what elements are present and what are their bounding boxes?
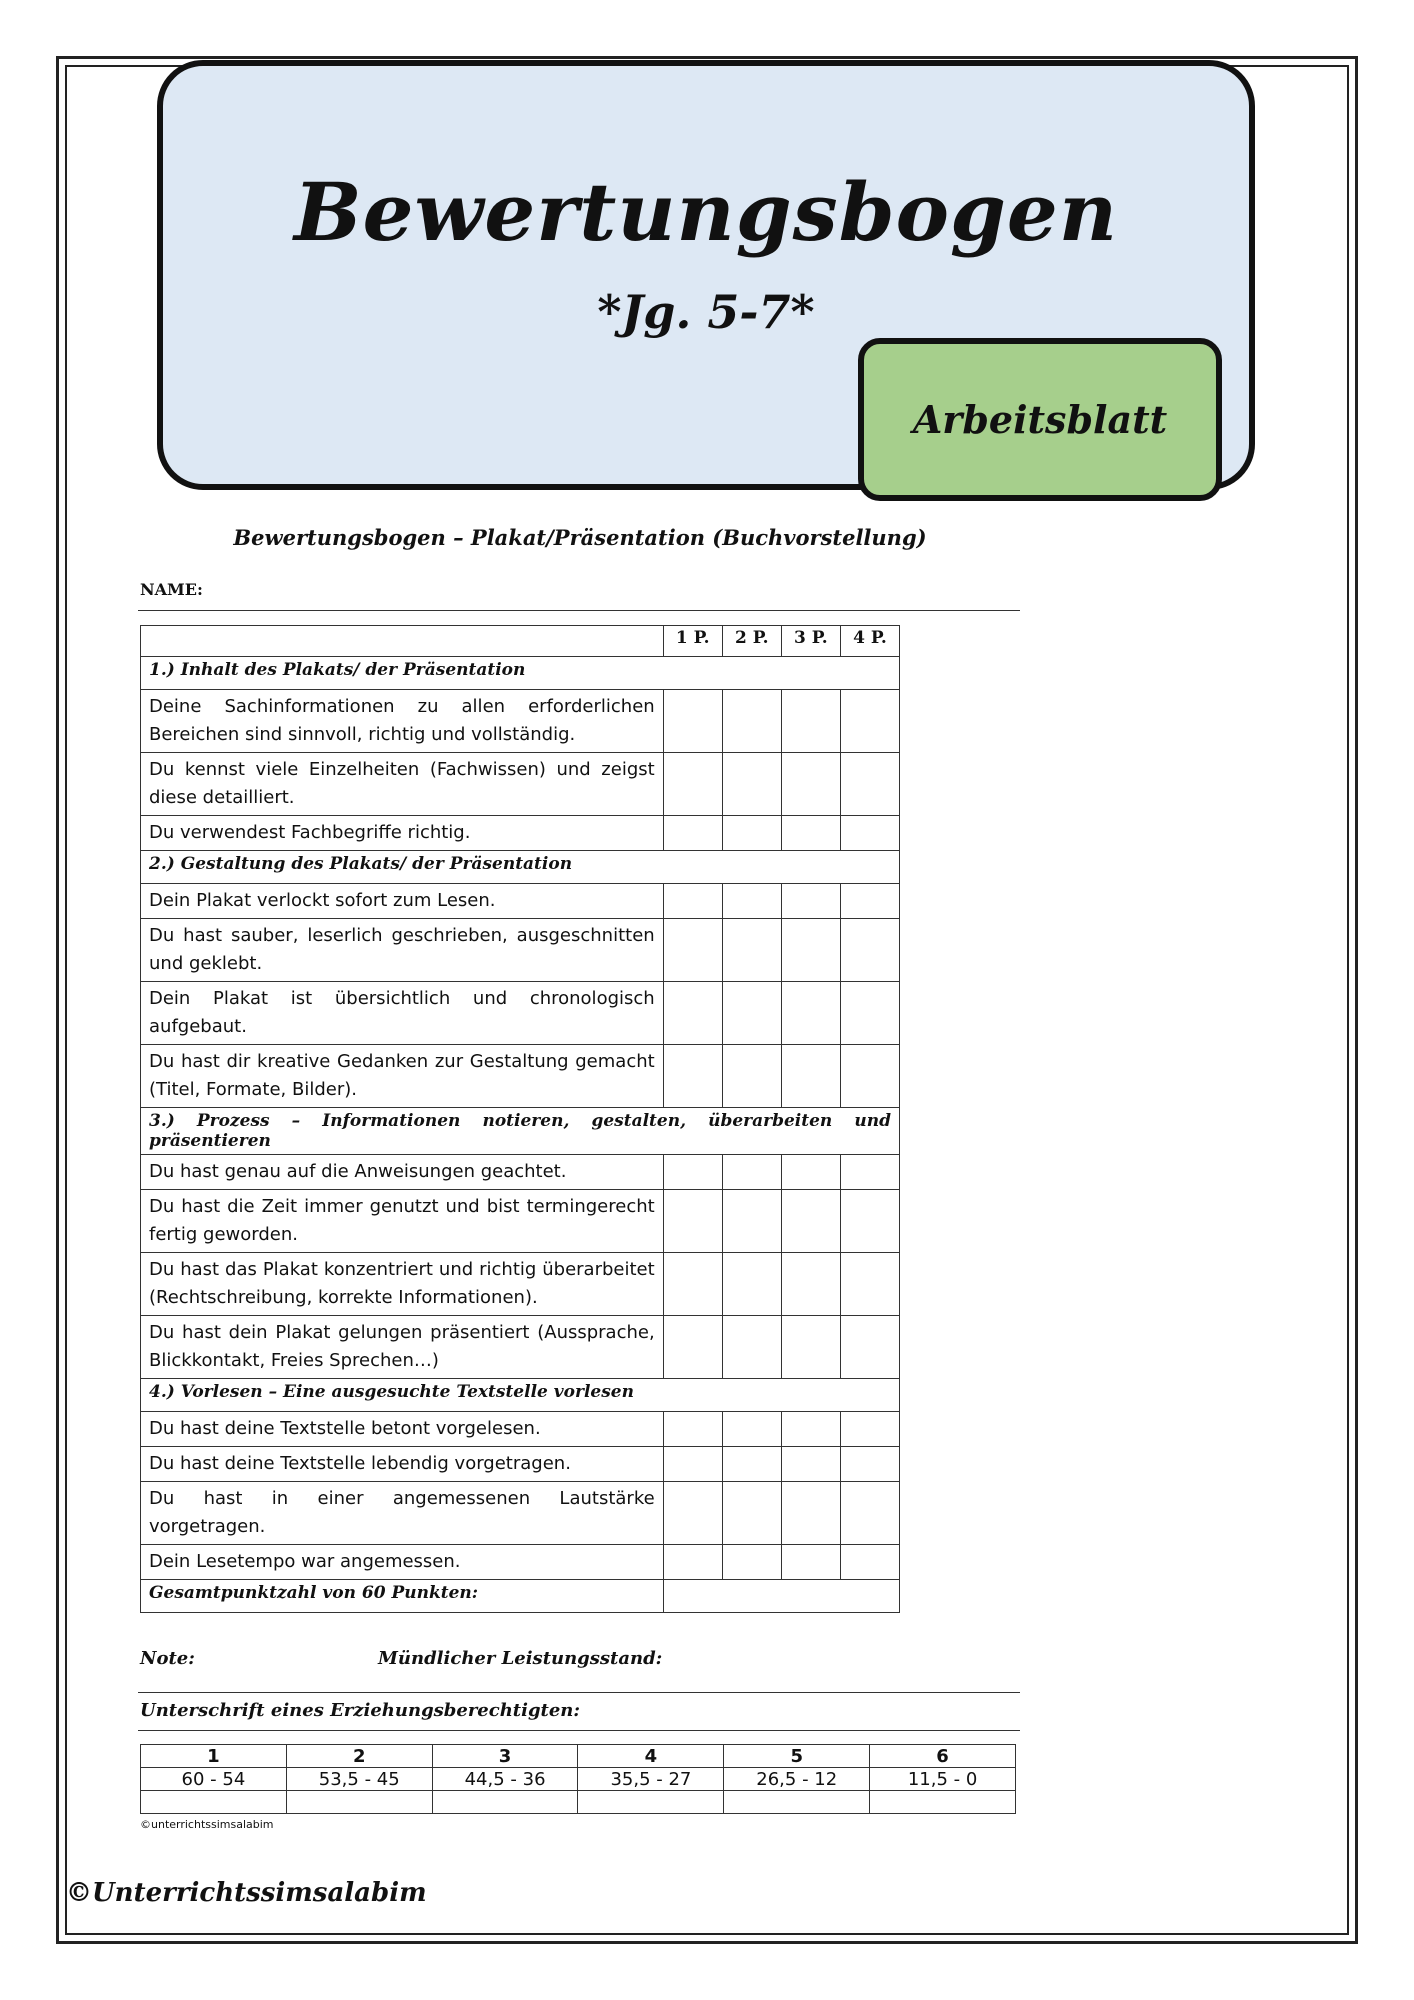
range-cell: 44,5 - 36 [432,1768,578,1791]
score-cell[interactable] [663,690,722,753]
table-header-row [141,626,900,657]
table-row [141,1482,900,1545]
score-cell[interactable] [663,1412,722,1447]
score-cell[interactable] [722,982,781,1045]
criterion-text: Du hast sauber, leserlich geschrieben, ausgeschnitten und geklebt. [141,919,664,982]
score-cell[interactable] [781,690,840,753]
score-cell[interactable] [722,1045,781,1108]
score-cell[interactable] [663,919,722,982]
worksheet-title: Bewertungsbogen – Plakat/Präsentation (Buchvorstellung) [233,525,927,550]
score-cell[interactable] [663,982,722,1045]
signature-line [138,1730,1020,1731]
table-row [141,1190,900,1253]
criterion-text: Du hast die Zeit immer genutzt und bist termingerecht fertig geworden. [141,1190,664,1253]
grade-level-subtitle: *Jg. 5-7* [597,285,815,339]
table-row [141,1545,900,1580]
score-cell[interactable] [663,1482,722,1545]
table-row [141,1447,900,1482]
range-cell: 26,5 - 12 [724,1768,870,1791]
grade-cell: 6 [870,1745,1016,1768]
score-cell[interactable] [722,1253,781,1316]
score-cell[interactable] [781,1412,840,1447]
score-cell[interactable] [663,1447,722,1482]
score-cell[interactable] [840,884,899,919]
score-cell[interactable] [663,816,722,851]
range-cell: 60 - 54 [141,1768,287,1791]
score-cell[interactable] [781,1045,840,1108]
range-cell: 35,5 - 27 [578,1768,724,1791]
table-row [141,1155,900,1190]
score-cell[interactable] [781,1482,840,1545]
criterion-text: Du hast dir kreative Gedanken zur Gestaltung gemacht (Titel, Formate, Bilder). [141,1045,664,1108]
note-line [138,1692,1020,1693]
column-header: 2 P. [722,626,781,657]
score-cell[interactable] [781,1545,840,1580]
score-cell[interactable] [722,1482,781,1545]
score-cell[interactable] [840,1155,899,1190]
signature-label: Unterschrift eines Erziehungsberechtigten: [140,1700,581,1721]
score-cell[interactable] [663,1545,722,1580]
score-cell[interactable] [781,816,840,851]
criterion-text: Du verwendest Fachbegriffe richtig. [141,816,664,851]
blank-cell[interactable] [578,1791,724,1814]
criterion-text: Dein Lesetempo war angemessen. [141,1545,664,1580]
criterion-text: Du kennst viele Einzelheiten (Fachwissen) und zeigst diese detailliert. [141,753,664,816]
table-row [141,1045,900,1108]
grade-cell: 3 [432,1745,578,1768]
blank-cell[interactable] [870,1791,1016,1814]
score-cell[interactable] [722,1190,781,1253]
section-row [141,851,900,884]
score-cell[interactable] [781,884,840,919]
table-row [141,690,900,753]
column-header [141,626,664,657]
criterion-text: Du hast deine Textstelle betont vorgelesen. [141,1412,664,1447]
table-row [141,1412,900,1447]
total-row [141,1580,900,1613]
criterion-text: Du hast genau auf die Anweisungen geachtet. [141,1155,664,1190]
score-cell[interactable] [840,982,899,1045]
criterion-text: Du hast dein Plakat gelungen präsentiert (Aussprache, Blickkontakt, Freies Sprechen…) [141,1316,664,1379]
criterion-text: Dein Plakat verlockt sofort zum Lesen. [141,884,664,919]
total-label: Gesamtpunktzahl von 60 Punkten: [141,1580,664,1613]
score-cell[interactable] [722,753,781,816]
grade-note-label: Note: [140,1648,195,1669]
blank-cell[interactable] [286,1791,432,1814]
column-header: 1 P. [663,626,722,657]
score-cell[interactable] [781,1447,840,1482]
page-title: Bewertungsbogen [294,165,1118,259]
score-cell[interactable] [663,1253,722,1316]
section-title: 3.) Prozess – Informationen notieren, gestalten, überarbeiten und präsentieren [141,1108,900,1155]
blank-row [141,1791,1016,1814]
score-cell[interactable] [840,1412,899,1447]
score-cell[interactable] [781,1253,840,1316]
score-cell[interactable] [663,1316,722,1379]
table-row [141,919,900,982]
score-cell[interactable] [840,1190,899,1253]
score-cell[interactable] [781,1316,840,1379]
score-cell[interactable] [840,1447,899,1482]
score-cell[interactable] [663,1045,722,1108]
section-row [141,1379,900,1412]
section-title: 1.) Inhalt des Plakats/ der Präsentation [141,657,900,690]
table-row [141,982,900,1045]
criterion-text: Dein Plakat ist übersichtlich und chronologisch aufgebaut. [141,982,664,1045]
grade-cell: 5 [724,1745,870,1768]
score-cell[interactable] [781,1190,840,1253]
range-cell: 53,5 - 45 [286,1768,432,1791]
section-title: 2.) Gestaltung des Plakats/ der Präsentation [141,851,900,884]
evaluation-table [140,625,900,1613]
score-cell[interactable] [722,690,781,753]
section-row [141,657,900,690]
score-cell[interactable] [663,753,722,816]
score-cell[interactable] [840,1253,899,1316]
score-cell[interactable] [781,982,840,1045]
score-cell[interactable] [722,884,781,919]
blank-cell[interactable] [432,1791,578,1814]
score-cell[interactable] [840,816,899,851]
score-cell[interactable] [840,1045,899,1108]
score-cell[interactable] [840,753,899,816]
column-header: 3 P. [781,626,840,657]
range-cell: 11,5 - 0 [870,1768,1016,1791]
copyright-small: ©unterrichtssimsalabim [140,1818,274,1831]
score-cell[interactable] [722,1316,781,1379]
name-label: NAME: [140,580,203,599]
blank-cell[interactable] [141,1791,287,1814]
blank-cell[interactable] [724,1791,870,1814]
table-row [141,816,900,851]
criterion-text: Du hast deine Textstelle lebendig vorgetragen. [141,1447,664,1482]
score-cell[interactable] [781,1155,840,1190]
score-cell[interactable] [722,1155,781,1190]
score-cell[interactable] [781,753,840,816]
section-row [141,1108,900,1155]
score-cell[interactable] [840,919,899,982]
score-cell[interactable] [722,1447,781,1482]
score-cell[interactable] [663,1190,722,1253]
score-cell[interactable] [840,1316,899,1379]
grade-cell: 2 [286,1745,432,1768]
score-cell[interactable] [663,884,722,919]
section-title: 4.) Vorlesen – Eine ausgesuchte Textstelle vorlesen [141,1379,900,1412]
score-cell[interactable] [840,1545,899,1580]
table-row [141,753,900,816]
name-line [138,610,1020,611]
brand-signature: ©Unterrichtssimsalabim [66,1878,427,1908]
oral-performance-label: Mündlicher Leistungsstand: [378,1648,663,1669]
score-cell[interactable] [722,1412,781,1447]
score-cell[interactable] [663,1155,722,1190]
score-cell[interactable] [840,1482,899,1545]
criterion-text: Du hast in einer angemessenen Lautstärke vorgetragen. [141,1482,664,1545]
grade-row [141,1745,1016,1768]
grade-scale-table [140,1744,1016,1814]
table-row [141,884,900,919]
score-cell[interactable] [722,816,781,851]
column-header: 4 P. [840,626,899,657]
table-row [141,1253,900,1316]
criterion-text: Deine Sachinformationen zu allen erforderlichen Bereichen sind sinnvoll, richtig und vollständig. [141,690,664,753]
table-row [141,1316,900,1379]
score-cell[interactable] [722,919,781,982]
total-score-cell[interactable] [663,1580,899,1613]
grade-cell: 1 [141,1745,287,1768]
score-cell[interactable] [781,919,840,982]
range-row [141,1768,1016,1791]
score-cell[interactable] [722,1545,781,1580]
score-cell[interactable] [840,690,899,753]
worksheet-tag: Arbeitsblatt [858,338,1222,501]
grade-cell: 4 [578,1745,724,1768]
criterion-text: Du hast das Plakat konzentriert und richtig überarbeitet (Rechtschreibung, korrekte Informationen). [141,1253,664,1316]
